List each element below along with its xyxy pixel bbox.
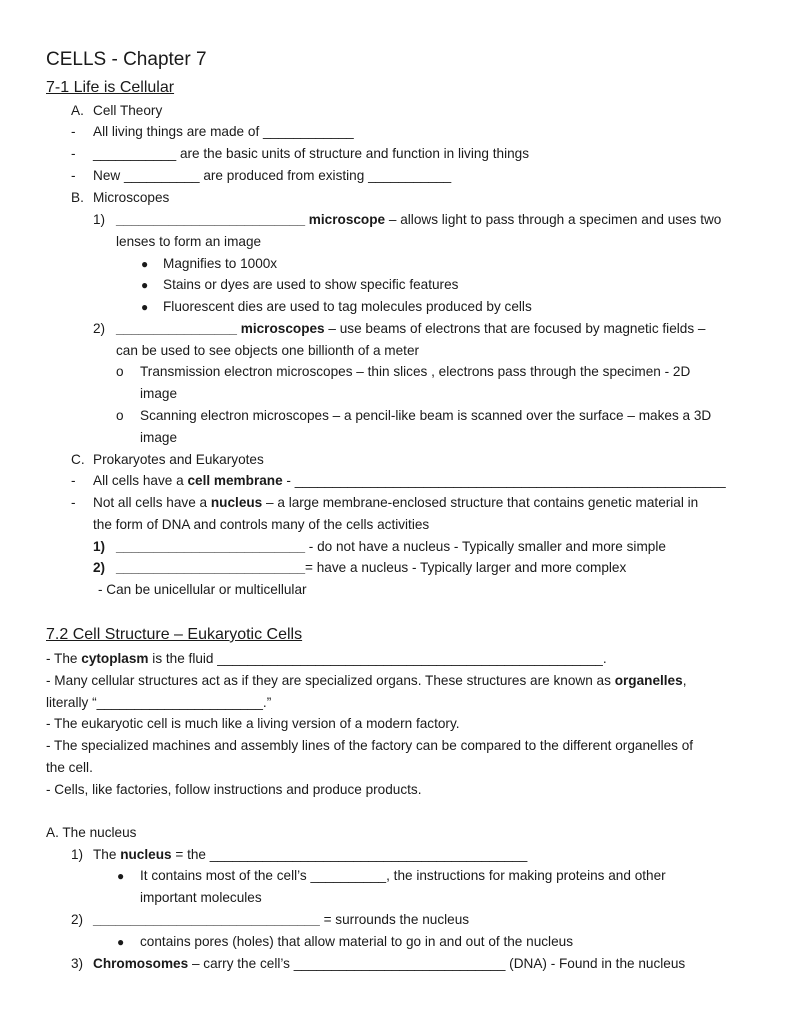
bullet-item: Fluorescent dies are used to tag molecules produced by cells [163,299,532,314]
bullet-item: Magnifies to 1000x [163,256,278,271]
sub-item: Transmission electron microscopes – thin slices , electrons pass through the specimen - 2D [140,364,691,379]
eukaryote-line-cont: - Can be unicellular or multicellular [98,582,307,597]
prokaryote-line [116,538,666,556]
bullet-icon: ● [117,869,125,883]
term: microscopes [240,321,325,336]
bullet-icon: ● [141,257,149,271]
light-microscope-cont: lenses to form an image [116,234,262,249]
text: is the fluid ___________________________________________________. [148,651,607,666]
term: microscope [308,212,386,227]
nucleus-line-cont: the form of DNA and controls many of the cells activities [93,517,430,532]
blank: _________________________ [116,539,306,554]
list-marker: 1) [93,539,106,554]
bullet-icon: ● [141,300,149,314]
dash-marker: - [71,146,76,161]
blank: _________________________ [116,560,306,575]
text: , [682,673,687,688]
bullet-item-cont: important molecules [140,890,262,905]
text: = the __________________________________________ [171,847,528,862]
term: nucleus [210,495,263,510]
machines-line: - The specialized machines and assembly lines of the factory can be compared to the different organelles of [46,738,694,753]
section-heading-7-2: 7.2 Cell Structure – Eukaryotic Cells [46,626,303,643]
cell-membrane-line [93,472,726,490]
list-marker: A. [71,103,84,118]
list-marker: B. [71,190,84,205]
text: - The [46,651,82,666]
organelles-line-cont: literally “______________________.” [46,695,272,710]
products-line: - Cells, like factories, follow instructions and produce products. [46,782,422,797]
blank: ________________ [116,321,237,336]
bullet-icon: ● [117,935,125,949]
text: = surrounds the nucleus [319,912,470,927]
machines-line-cont: the cell. [46,760,93,775]
theory-point-1: All living things are made of ____________ [93,124,354,139]
term: organelles [614,673,683,688]
nucleus-def-line [93,846,527,864]
theory-point-2: ___________ are the basic units of structure and function in living things [93,146,530,161]
light-microscope-line [116,211,721,229]
cytoplasm-line [46,650,607,668]
bullet-item: It contains most of the cell’s __________, the instructions for making proteins and other [140,868,666,883]
term: nucleus [120,847,172,862]
factory-line: - The eukaryotic cell is much like a living version of a modern factory. [46,716,460,731]
circle-bullet-icon: o [116,364,124,379]
electron-microscope-cont: can be used to see objects one billionth of a meter [116,343,420,358]
text: Not all cells have a [93,495,211,510]
nucleus-subheading: A. The nucleus [46,825,137,840]
bullet-item: Stains or dyes are used to show specific features [163,277,459,292]
prokaryotes-label: Prokaryotes and Eukaryotes [93,452,264,467]
eukaryote-line [116,559,626,577]
electron-microscope-line [116,320,705,338]
microscopes-label: Microscopes [93,190,170,205]
text: All cells have a [93,473,188,488]
dash-marker: - [71,473,76,488]
nucleus-line [93,494,698,512]
dash-marker: - [71,124,76,139]
list-marker: C. [71,452,85,467]
list-marker: 1) [93,212,106,227]
blank: ______________________________ [93,912,320,927]
sub-item-cont: image [140,386,178,401]
text: - Many cellular structures act as if they are specialized organs. These structures are known as [46,673,615,688]
text: – a large membrane-enclosed structure that contains genetic material in [262,495,699,510]
page-title: CELLS - Chapter 7 [46,49,207,70]
term: cytoplasm [81,651,149,666]
list-marker: 1) [71,847,84,862]
cell-theory-label: Cell Theory [93,103,163,118]
text: The [93,847,121,862]
organelles-line [46,672,686,690]
term: cell membrane [187,473,283,488]
list-marker: 2) [93,321,106,336]
list-marker: 2) [71,912,84,927]
dash-marker: - [71,495,76,510]
sub-item-cont: image [140,430,178,445]
blank: _________________________ [116,212,306,227]
sub-item: Scanning electron microscopes – a pencil-like beam is scanned over the surface – makes a 3D [140,408,712,423]
theory-point-3: New __________ are produced from existing ___________ [93,168,452,183]
bullet-item: contains pores (holes) that allow material to go in and out of the nucleus [140,934,573,949]
term: Chromosomes [93,956,189,971]
dash-marker: - [71,168,76,183]
section-heading-7-1: 7-1 Life is Cellular [46,79,175,96]
nuclear-envelope-line [93,911,469,929]
list-marker: 2) [93,560,106,575]
text: - _________________________________________________________ [282,473,726,488]
list-marker: 3) [71,956,84,971]
text: – carry the cell’s ____________________________ (DNA) - Found in the nucleus [188,956,686,971]
chromosomes-line [93,955,685,973]
definition-text: – use beams of electrons that are focused by magnetic fields – [324,321,706,336]
text: - do not have a nucleus - Typically smaller and more simple [305,539,666,554]
text: = have a nucleus - Typically larger and more complex [305,560,627,575]
circle-bullet-icon: o [116,408,124,423]
definition-text: – allows light to pass through a specimen and uses two [385,212,722,227]
bullet-icon: ● [141,278,149,292]
